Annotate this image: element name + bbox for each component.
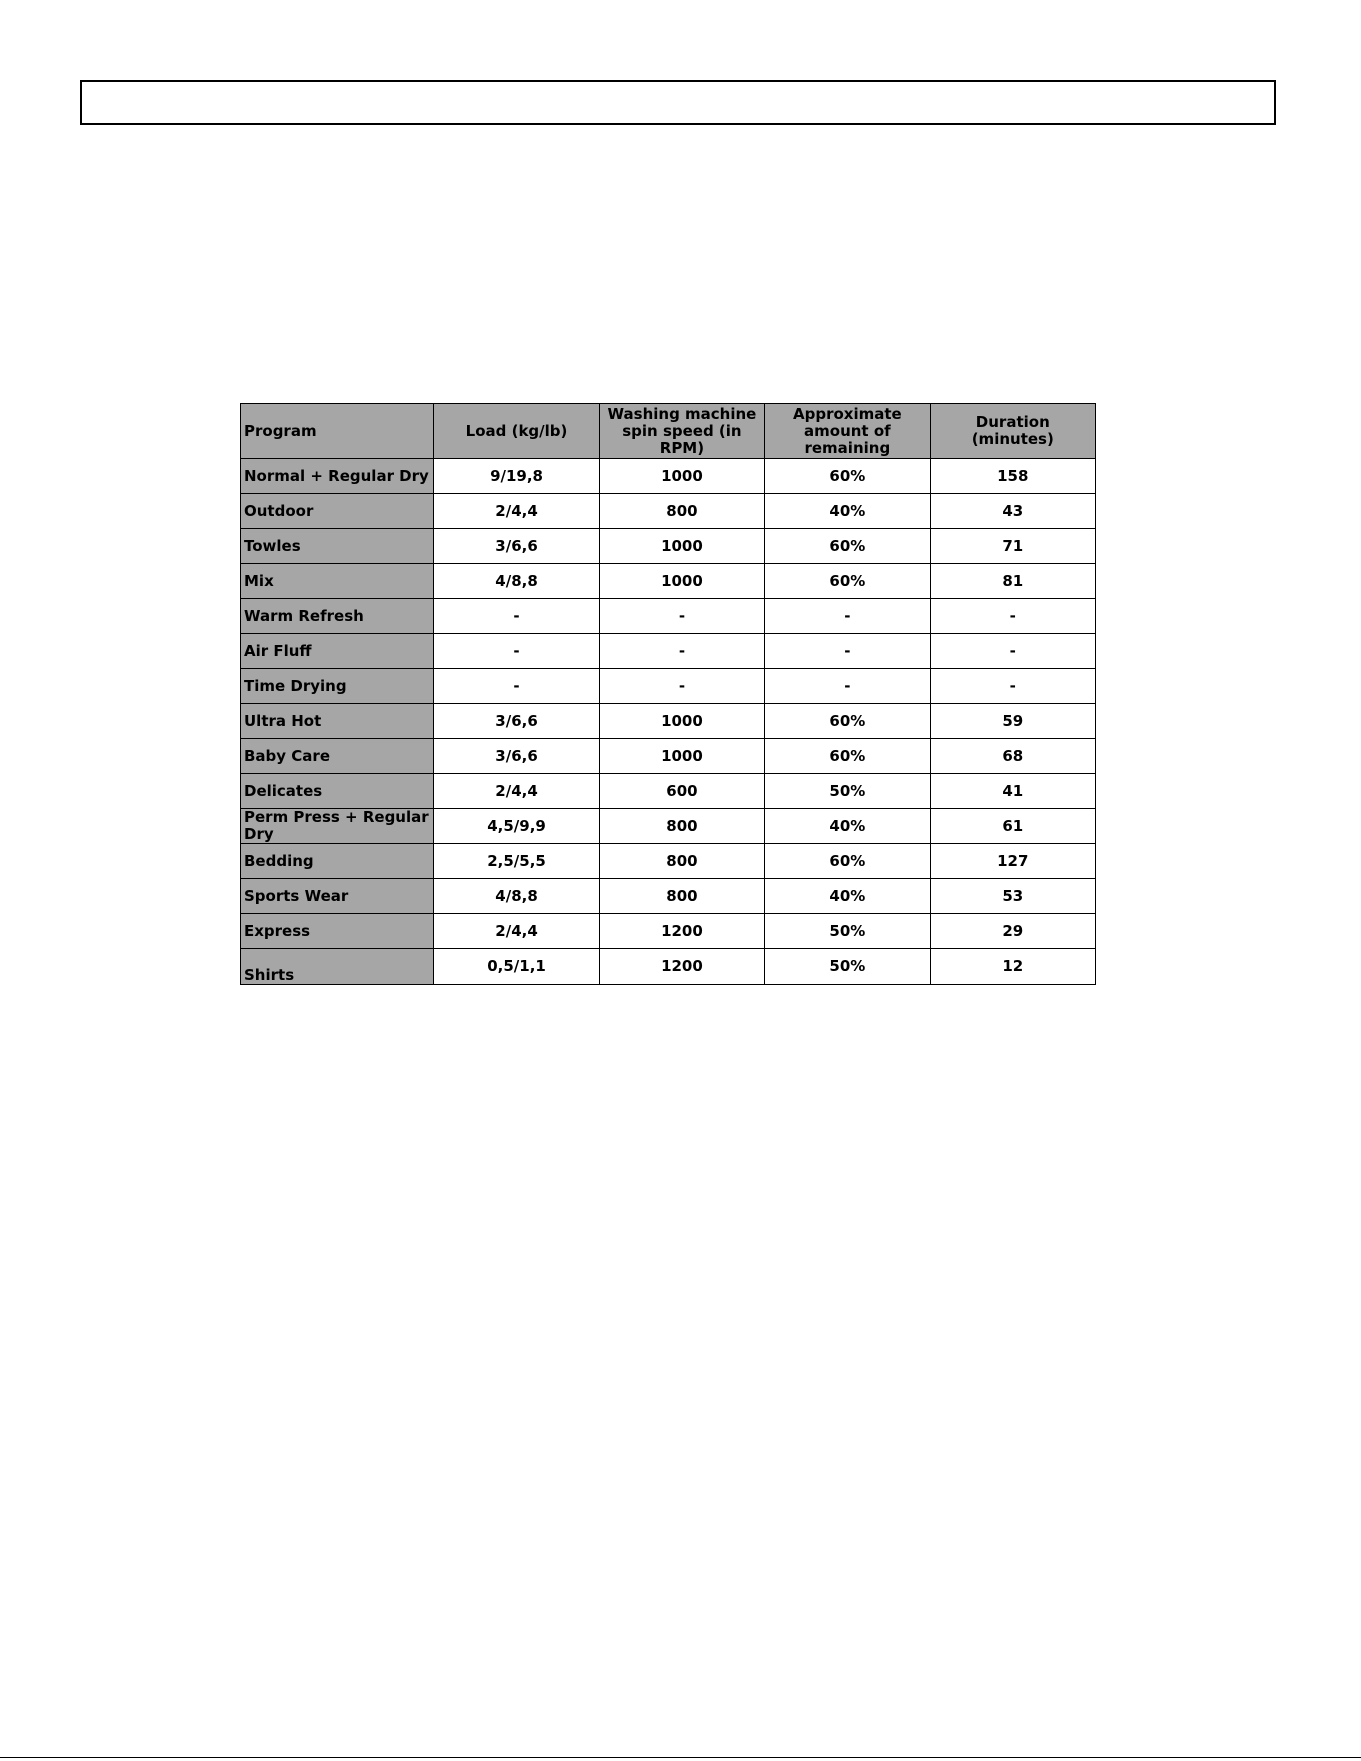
cell-duration: 43 <box>930 494 1095 529</box>
cell-remaining: 60% <box>765 459 930 494</box>
cell-duration: - <box>930 669 1095 704</box>
cell-spin-speed: 800 <box>599 879 764 914</box>
cell-remaining: 40% <box>765 809 930 844</box>
cell-spin-speed: 1000 <box>599 704 764 739</box>
cell-remaining: - <box>765 599 930 634</box>
cell-spin-speed: 1200 <box>599 949 764 985</box>
cell-remaining: 40% <box>765 879 930 914</box>
header-spin-speed: Washing machine spin speed (in RPM) <box>599 404 764 459</box>
cell-program: Delicates <box>241 774 434 809</box>
drying-programs-table <box>240 403 1096 985</box>
table-row <box>241 949 1096 985</box>
table-row <box>241 739 1096 774</box>
cell-load: 4/8,8 <box>434 879 599 914</box>
cell-load: - <box>434 599 599 634</box>
table-row <box>241 564 1096 599</box>
cell-remaining: - <box>765 669 930 704</box>
cell-spin-speed: 800 <box>599 844 764 879</box>
cell-program: Sports Wear <box>241 879 434 914</box>
table-row <box>241 459 1096 494</box>
cell-spin-speed: 1000 <box>599 739 764 774</box>
cell-duration: 127 <box>930 844 1095 879</box>
cell-program: Warm Refresh <box>241 599 434 634</box>
cell-spin-speed: 800 <box>599 494 764 529</box>
cell-load: 3/6,6 <box>434 529 599 564</box>
cell-spin-speed: - <box>599 634 764 669</box>
header-duration: Duration (minutes) <box>930 404 1095 459</box>
cell-duration: 61 <box>930 809 1095 844</box>
cell-spin-speed: 800 <box>599 809 764 844</box>
table-row <box>241 669 1096 704</box>
table-row <box>241 914 1096 949</box>
cell-load: 2/4,4 <box>434 914 599 949</box>
footer-rule <box>0 1757 1361 1758</box>
header-remaining: Approximate amount of remaining <box>765 404 930 459</box>
table-row <box>241 529 1096 564</box>
cell-spin-speed: - <box>599 599 764 634</box>
table-row <box>241 494 1096 529</box>
table-row <box>241 879 1096 914</box>
header-program: Program <box>241 404 434 459</box>
cell-duration: 59 <box>930 704 1095 739</box>
cell-load: 4/8,8 <box>434 564 599 599</box>
cell-duration: 12 <box>930 949 1095 985</box>
cell-remaining: 60% <box>765 704 930 739</box>
table-body <box>241 459 1096 985</box>
table-row <box>241 634 1096 669</box>
cell-remaining: 50% <box>765 914 930 949</box>
cell-program: Express <box>241 914 434 949</box>
cell-remaining: 60% <box>765 564 930 599</box>
table-row <box>241 774 1096 809</box>
cell-program: Shirts <box>241 949 434 985</box>
cell-program: Air Fluff <box>241 634 434 669</box>
cell-load: 9/19,8 <box>434 459 599 494</box>
cell-program: Towles <box>241 529 434 564</box>
cell-load: 3/6,6 <box>434 704 599 739</box>
cell-program: Perm Press + Regular Dry <box>241 809 434 844</box>
cell-spin-speed: 600 <box>599 774 764 809</box>
table-row <box>241 844 1096 879</box>
cell-duration: - <box>930 599 1095 634</box>
cell-spin-speed: 1200 <box>599 914 764 949</box>
table-row <box>241 809 1096 844</box>
cell-remaining: - <box>765 634 930 669</box>
cell-load: 3/6,6 <box>434 739 599 774</box>
cell-remaining: 40% <box>765 494 930 529</box>
cell-spin-speed: 1000 <box>599 459 764 494</box>
cell-program: Baby Care <box>241 739 434 774</box>
cell-load: - <box>434 669 599 704</box>
cell-remaining: 50% <box>765 774 930 809</box>
cell-load: - <box>434 634 599 669</box>
cell-duration: 71 <box>930 529 1095 564</box>
cell-load: 0,5/1,1 <box>434 949 599 985</box>
cell-program: Ultra Hot <box>241 704 434 739</box>
cell-spin-speed: 1000 <box>599 529 764 564</box>
cell-program: Mix <box>241 564 434 599</box>
cell-program: Time Drying <box>241 669 434 704</box>
cell-load: 2,5/5,5 <box>434 844 599 879</box>
table-row <box>241 599 1096 634</box>
cell-duration: 158 <box>930 459 1095 494</box>
cell-remaining: 60% <box>765 844 930 879</box>
cell-program: Outdoor <box>241 494 434 529</box>
cell-remaining: 50% <box>765 949 930 985</box>
cell-program: Normal + Regular Dry <box>241 459 434 494</box>
cell-load: 4,5/9,9 <box>434 809 599 844</box>
cell-remaining: 60% <box>765 739 930 774</box>
header-load: Load (kg/lb) <box>434 404 599 459</box>
table-row <box>241 704 1096 739</box>
cell-duration: - <box>930 634 1095 669</box>
table-header-row <box>241 404 1096 459</box>
cell-spin-speed: 1000 <box>599 564 764 599</box>
cell-duration: 29 <box>930 914 1095 949</box>
cell-load: 2/4,4 <box>434 494 599 529</box>
cell-duration: 81 <box>930 564 1095 599</box>
cell-load: 2/4,4 <box>434 774 599 809</box>
cell-duration: 68 <box>930 739 1095 774</box>
cell-spin-speed: - <box>599 669 764 704</box>
cell-remaining: 60% <box>765 529 930 564</box>
cell-duration: 41 <box>930 774 1095 809</box>
header-box <box>80 80 1276 125</box>
cell-program: Bedding <box>241 844 434 879</box>
cell-duration: 53 <box>930 879 1095 914</box>
